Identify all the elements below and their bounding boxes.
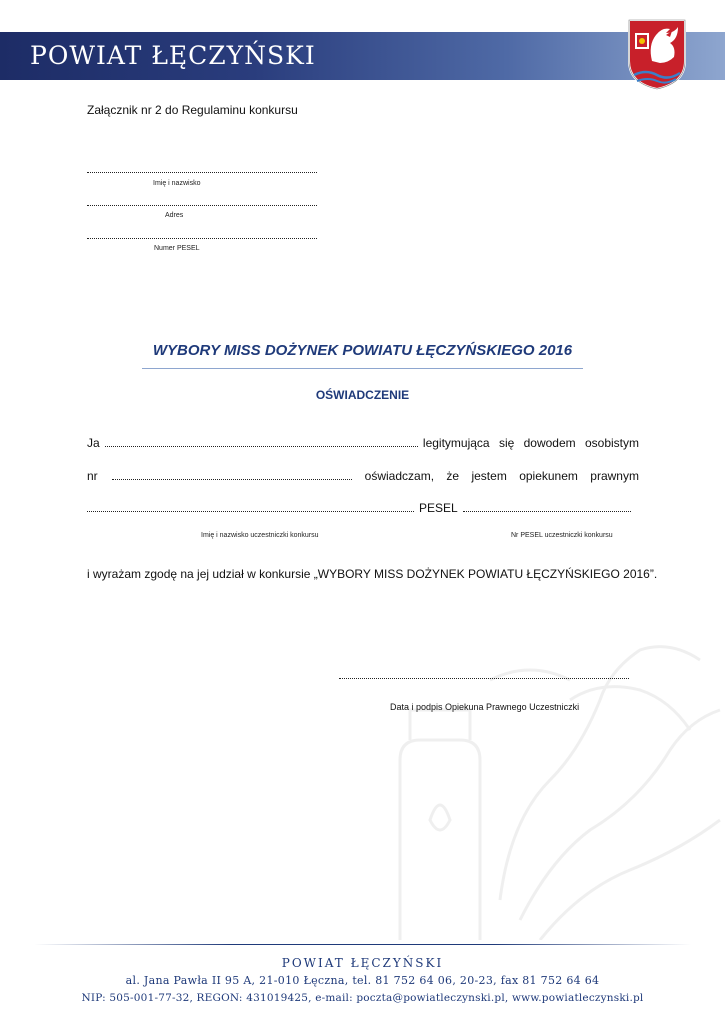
signature-line[interactable] bbox=[339, 678, 629, 679]
statement-line-2 bbox=[87, 467, 639, 483]
statement-line-3 bbox=[87, 499, 639, 515]
footer-address: al. Jana Pawła II 95 A, 21-010 Łęczna, tel. 81 752 64 06, 20-23, fax 81 752 64 64 bbox=[125, 974, 600, 987]
footer-name: POWIAT ŁĘCZYŃSKI bbox=[281, 956, 444, 970]
pesel-field-caption: Numer PESEL bbox=[154, 245, 200, 252]
name-field-line[interactable] bbox=[87, 172, 317, 173]
header-bar bbox=[0, 32, 725, 80]
consent-text: i wyrażam zgodę na jej udział w konkursie „WYBORY MISS DOŻYNEK POWIATU ŁĘCZYŃSKIEGO 2016”. bbox=[87, 567, 658, 581]
word: jestem bbox=[471, 469, 507, 483]
participant-name-blank[interactable] bbox=[87, 511, 414, 512]
address-field-caption: Adres bbox=[165, 212, 184, 219]
footer-ids: NIP: 505-001-77-32, REGON: 431019425, e-mail: poczta@powiatleczynski.pl, www.powiatleczynski.pl bbox=[81, 992, 644, 1004]
pesel-label: PESEL bbox=[419, 501, 458, 515]
annex-label: Załącznik nr 2 do Regulaminu konkursu bbox=[87, 103, 298, 117]
title-underline bbox=[142, 368, 583, 369]
word: że bbox=[446, 469, 460, 483]
word: oświadczam, bbox=[364, 469, 435, 483]
participant-pesel-caption: Nr PESEL uczestniczki konkursu bbox=[511, 532, 613, 539]
footer-divider bbox=[34, 944, 691, 945]
header-title: POWIAT ŁĘCZYŃSKI bbox=[30, 41, 316, 70]
statement-ja: Ja bbox=[87, 436, 100, 450]
name-field-caption: Imię i nazwisko bbox=[153, 180, 201, 187]
signature-caption: Data i podpis Opiekuna Prawnego Uczestniczki bbox=[390, 702, 580, 712]
griffin-crest-icon bbox=[626, 17, 688, 91]
statement-guardian-text bbox=[365, 469, 639, 483]
statement-id-text: legitymująca się dowodem osobistym bbox=[422, 436, 639, 450]
statement-nr: nr bbox=[87, 469, 98, 483]
guardian-name-blank[interactable] bbox=[105, 446, 418, 447]
id-number-blank[interactable] bbox=[112, 479, 352, 480]
declaration-heading: OŚWIADCZENIE bbox=[315, 388, 410, 402]
pesel-field-line[interactable] bbox=[87, 238, 317, 239]
griffin-watermark-icon bbox=[340, 640, 725, 940]
statement-line-1 bbox=[87, 434, 639, 450]
address-field-line[interactable] bbox=[87, 205, 317, 206]
participant-pesel-blank[interactable] bbox=[463, 511, 631, 512]
participant-name-caption: Imię i nazwisko uczestniczki konkursu bbox=[201, 532, 319, 539]
word: opiekunem bbox=[519, 469, 578, 483]
contest-title: WYBORY MISS DOŻYNEK POWIATU ŁĘCZYŃSKIEGO 2016 bbox=[152, 342, 573, 359]
word: prawnym bbox=[590, 469, 639, 483]
